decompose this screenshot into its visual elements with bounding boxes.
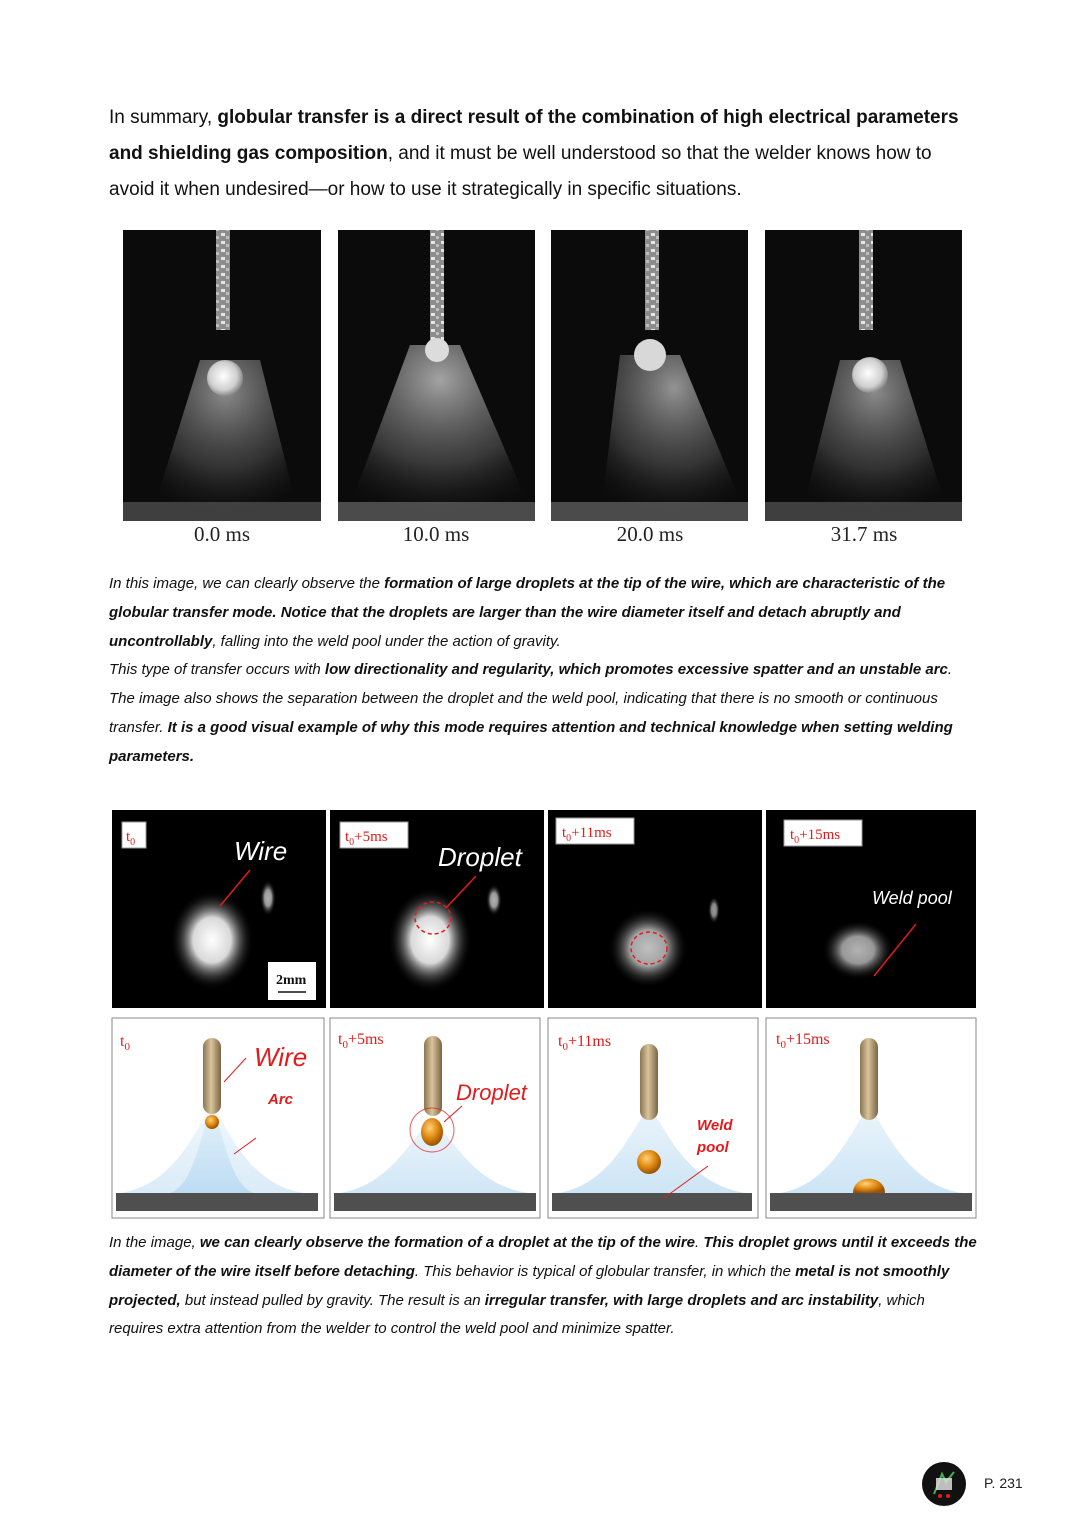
- caption1-p2c: . The image also shows the separation between the droplet and the weld pool, indicating that there is no smooth or continuous transfer.: [109, 661, 953, 736]
- photo-label-wire: Wire: [234, 836, 288, 866]
- caption1-paragraph1: [109, 570, 979, 656]
- photo-label-droplet: Droplet: [438, 842, 522, 872]
- frame-label-3: 20.0 ms: [616, 522, 684, 546]
- frame-10ms: [338, 230, 535, 521]
- photo-time-t15: $t_0+15ms$: [790, 827, 841, 846]
- caption1-p1a: In this image, we can clearly observe the: [109, 575, 385, 592]
- caption2-f: metal is not smoothly projected,: [109, 1262, 950, 1309]
- diagram-label-weld: Weld: [697, 1117, 733, 1134]
- caption1-p2a: This type of transfer occurs with: [109, 661, 325, 679]
- frame-31-7ms: [765, 230, 962, 521]
- diagram-label-droplet: Droplet: [456, 1080, 527, 1105]
- figure1-photos: [0, 0, 1086, 560]
- frame-0ms: [123, 230, 321, 521]
- photo-panel-t11: [548, 810, 762, 1008]
- caption2-i: , which requires extra attention from the welder to control the weld pool and minimize spatter.: [109, 1291, 925, 1338]
- photo-time-t11: $t_0+11ms$: [562, 825, 612, 844]
- caption2-d: This droplet grows until it exceeds the diameter of the wire itself before detaching: [109, 1234, 977, 1280]
- photo-panel-t5: [330, 810, 544, 1008]
- photo-time-t5: $t_0+5ms$: [345, 829, 388, 848]
- diagram-panel-t15: [766, 1018, 976, 1218]
- diagram-label-arc: Arc: [268, 1091, 294, 1108]
- diagram-time-t5: $t_0+5ms$: [338, 1031, 384, 1051]
- frame-label-2: 10.0 ms: [402, 522, 470, 546]
- caption1-p1b: formation of large droplets at the tip of the wire, which are characteristic of the globular transfer mode. Notice that the droplets are larger than the wire diameter itself and detach abruptly and uncontrollably: [109, 575, 946, 650]
- caption-figure1: [109, 570, 979, 772]
- frame-label-4: 31.7 ms: [830, 522, 898, 546]
- figure2: [0, 800, 1086, 1225]
- caption2-h: irregular transfer, with large droplets and arc instability: [484, 1291, 879, 1309]
- caption1-paragraph2: [109, 656, 979, 771]
- caption2-g: but instead pulled by gravity. The result is an: [180, 1291, 485, 1309]
- caption1-p2b: low directionality and regularity, which promotes excessive spatter and an unstable arc: [324, 661, 948, 679]
- publisher-logo-icon: [920, 1460, 968, 1508]
- frame-label-1: 0.0 ms: [193, 522, 250, 546]
- caption2-a: In the image,: [109, 1234, 200, 1251]
- diagram-panel-t11: [548, 1018, 758, 1218]
- caption2-b: we can clearly observe the formation of a droplet at the tip of the wire: [199, 1234, 695, 1251]
- diagram-label-pool: pool: [697, 1139, 729, 1156]
- photo-panel-t0: [112, 810, 326, 1008]
- diagram-panel-t5: [330, 1018, 540, 1218]
- summary-bold: globular transfer is a direct result of the combination of high electrical parameters and shielding gas composition: [109, 107, 959, 164]
- summary-intro: In summary,: [109, 107, 218, 128]
- caption2-c: .: [695, 1234, 704, 1251]
- photo-time-t0: $t_0$: [126, 829, 136, 848]
- caption1-p2d: It is a good visual example of why this mode requires attention and technical knowledge when setting welding parameters.: [109, 718, 953, 765]
- caption2-e: . This behavior is typical of globular transfer, in which the: [414, 1262, 796, 1280]
- photo-label-weld-pool: Weld pool: [872, 888, 952, 908]
- diagram-time-t11: $t_0+11ms$: [558, 1033, 612, 1053]
- caption-figure2: [109, 1229, 979, 1344]
- diagram-panel-t0: [112, 1018, 324, 1218]
- summary-rest: , and it must be well understood so that the welder knows how to avoid it when undesired—or how to use it strategically in specific situations.: [109, 143, 932, 200]
- scale-bar-label: 2mm: [276, 973, 307, 988]
- caption1-p1c: , falling into the weld pool under the action of gravity.: [212, 632, 561, 650]
- diagram-time-t15: $t_0+15ms$: [776, 1031, 830, 1051]
- diagram-time-t0: $t_0$: [120, 1033, 130, 1053]
- diagram-label-wire: Wire: [254, 1042, 308, 1072]
- frame-20ms: [551, 230, 748, 521]
- page-number: P. 231: [984, 1475, 1023, 1491]
- photo-panel-t15: [766, 810, 976, 1008]
